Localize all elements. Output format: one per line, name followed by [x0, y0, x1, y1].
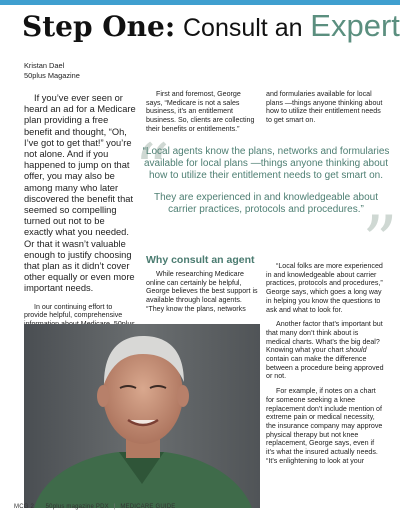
researching-paragraph: While researching Medicare online can certainly be helpful, George believes the best support is available through local agents. “They know the plans, networks: [146, 270, 258, 313]
title-step-one: Step One:: [22, 10, 176, 43]
page-title: [22, 10, 400, 44]
page-number: MCG 2: [14, 504, 35, 510]
column-three-bottom: [266, 262, 384, 471]
byline: [24, 61, 80, 81]
close-quote-icon: ”: [362, 201, 398, 283]
first-and-foremost-paragraph: First and foremost, George says, “Medicare is not a sales business, it’s an entitlement business. So, clients are collecting their benefits or entitlements.”: [146, 90, 255, 133]
portrait-photo: [24, 324, 260, 508]
top-color-bar: [0, 0, 400, 5]
section-subhead: Why consult an agent: [146, 254, 255, 266]
knee-example-paragraph: For example, if notes on a chart for someone seeking a knee replacement don’t include mention of extreme pain or medical necessity, the insurance company may approve physical therapy but not knee replacement, George says, even if it’s what the insured actually needs. “It’s enlightening to look at your: [266, 387, 383, 465]
charts-text-b: contain can make the difference between a procedure being approved or not.: [266, 355, 384, 381]
pull-quote: [140, 146, 392, 226]
publication-name: 50plus Magazine: [24, 71, 80, 80]
local-folks-paragraph: “Local folks are more experienced in and knowledgeable about carrier practices, protocols and procedures,” George says, which goes a long way in helping you know the questions to ask and what to look for.: [266, 262, 383, 314]
page-footer: MCG 2 50plus magazine PDX | MEDICARE GUIDE: [14, 504, 176, 510]
portrait-illustration: [24, 324, 260, 508]
lead-text: If you’ve ever seen or heard an ad for a Medicare plan providing a free benefit and thought, “Oh, I’ve got to get that!” you’re not alone. And if you happened to jump on that offer, you may also be among many who later discovered the benefit that seemed so compelling turned out not to be exactly what you needed. Or that it wasn’t valuable enough to justify choosing that plan as it didn’t cover other equally or even more important needs.: [24, 93, 136, 294]
column-three-top: [266, 90, 384, 131]
title-expert: Expert: [310, 8, 400, 43]
formularies-paragraph: and formularies available for local plans —things anyone thinking about how to utilize their entitlement needs to get smart on.: [266, 90, 383, 125]
magazine-name: 50plus magazine PDX: [45, 504, 109, 510]
charts-text-emphasis: should: [345, 346, 367, 355]
author-name: Kristan Dael: [24, 61, 65, 70]
section-name: MEDICARE GUIDE: [120, 504, 176, 510]
pull-quote-line-2: They are experienced in and knowledgeable about carrier practices, protocols and procedures.”: [153, 192, 379, 215]
intro-paragraph: In our continuing effort to provide helpful, comprehensive: [24, 302, 123, 320]
open-quote-icon: “: [134, 129, 170, 211]
column-two-bottom: [146, 270, 258, 320]
title-consult: Consult an: [182, 14, 303, 42]
pull-quote-line-1: “Local agents know the plans, networks and formularies available for local plans —things anyone thinking about how to utilize their entitlement needs to get smart on.: [142, 146, 390, 181]
lead-paragraph: [24, 93, 136, 295]
medical-charts-paragraph: [266, 320, 384, 381]
charts-text-a: Another factor that’s important but that many don’t think about is medical charts. What’s the big deal? Knowing what your chart: [266, 320, 383, 355]
